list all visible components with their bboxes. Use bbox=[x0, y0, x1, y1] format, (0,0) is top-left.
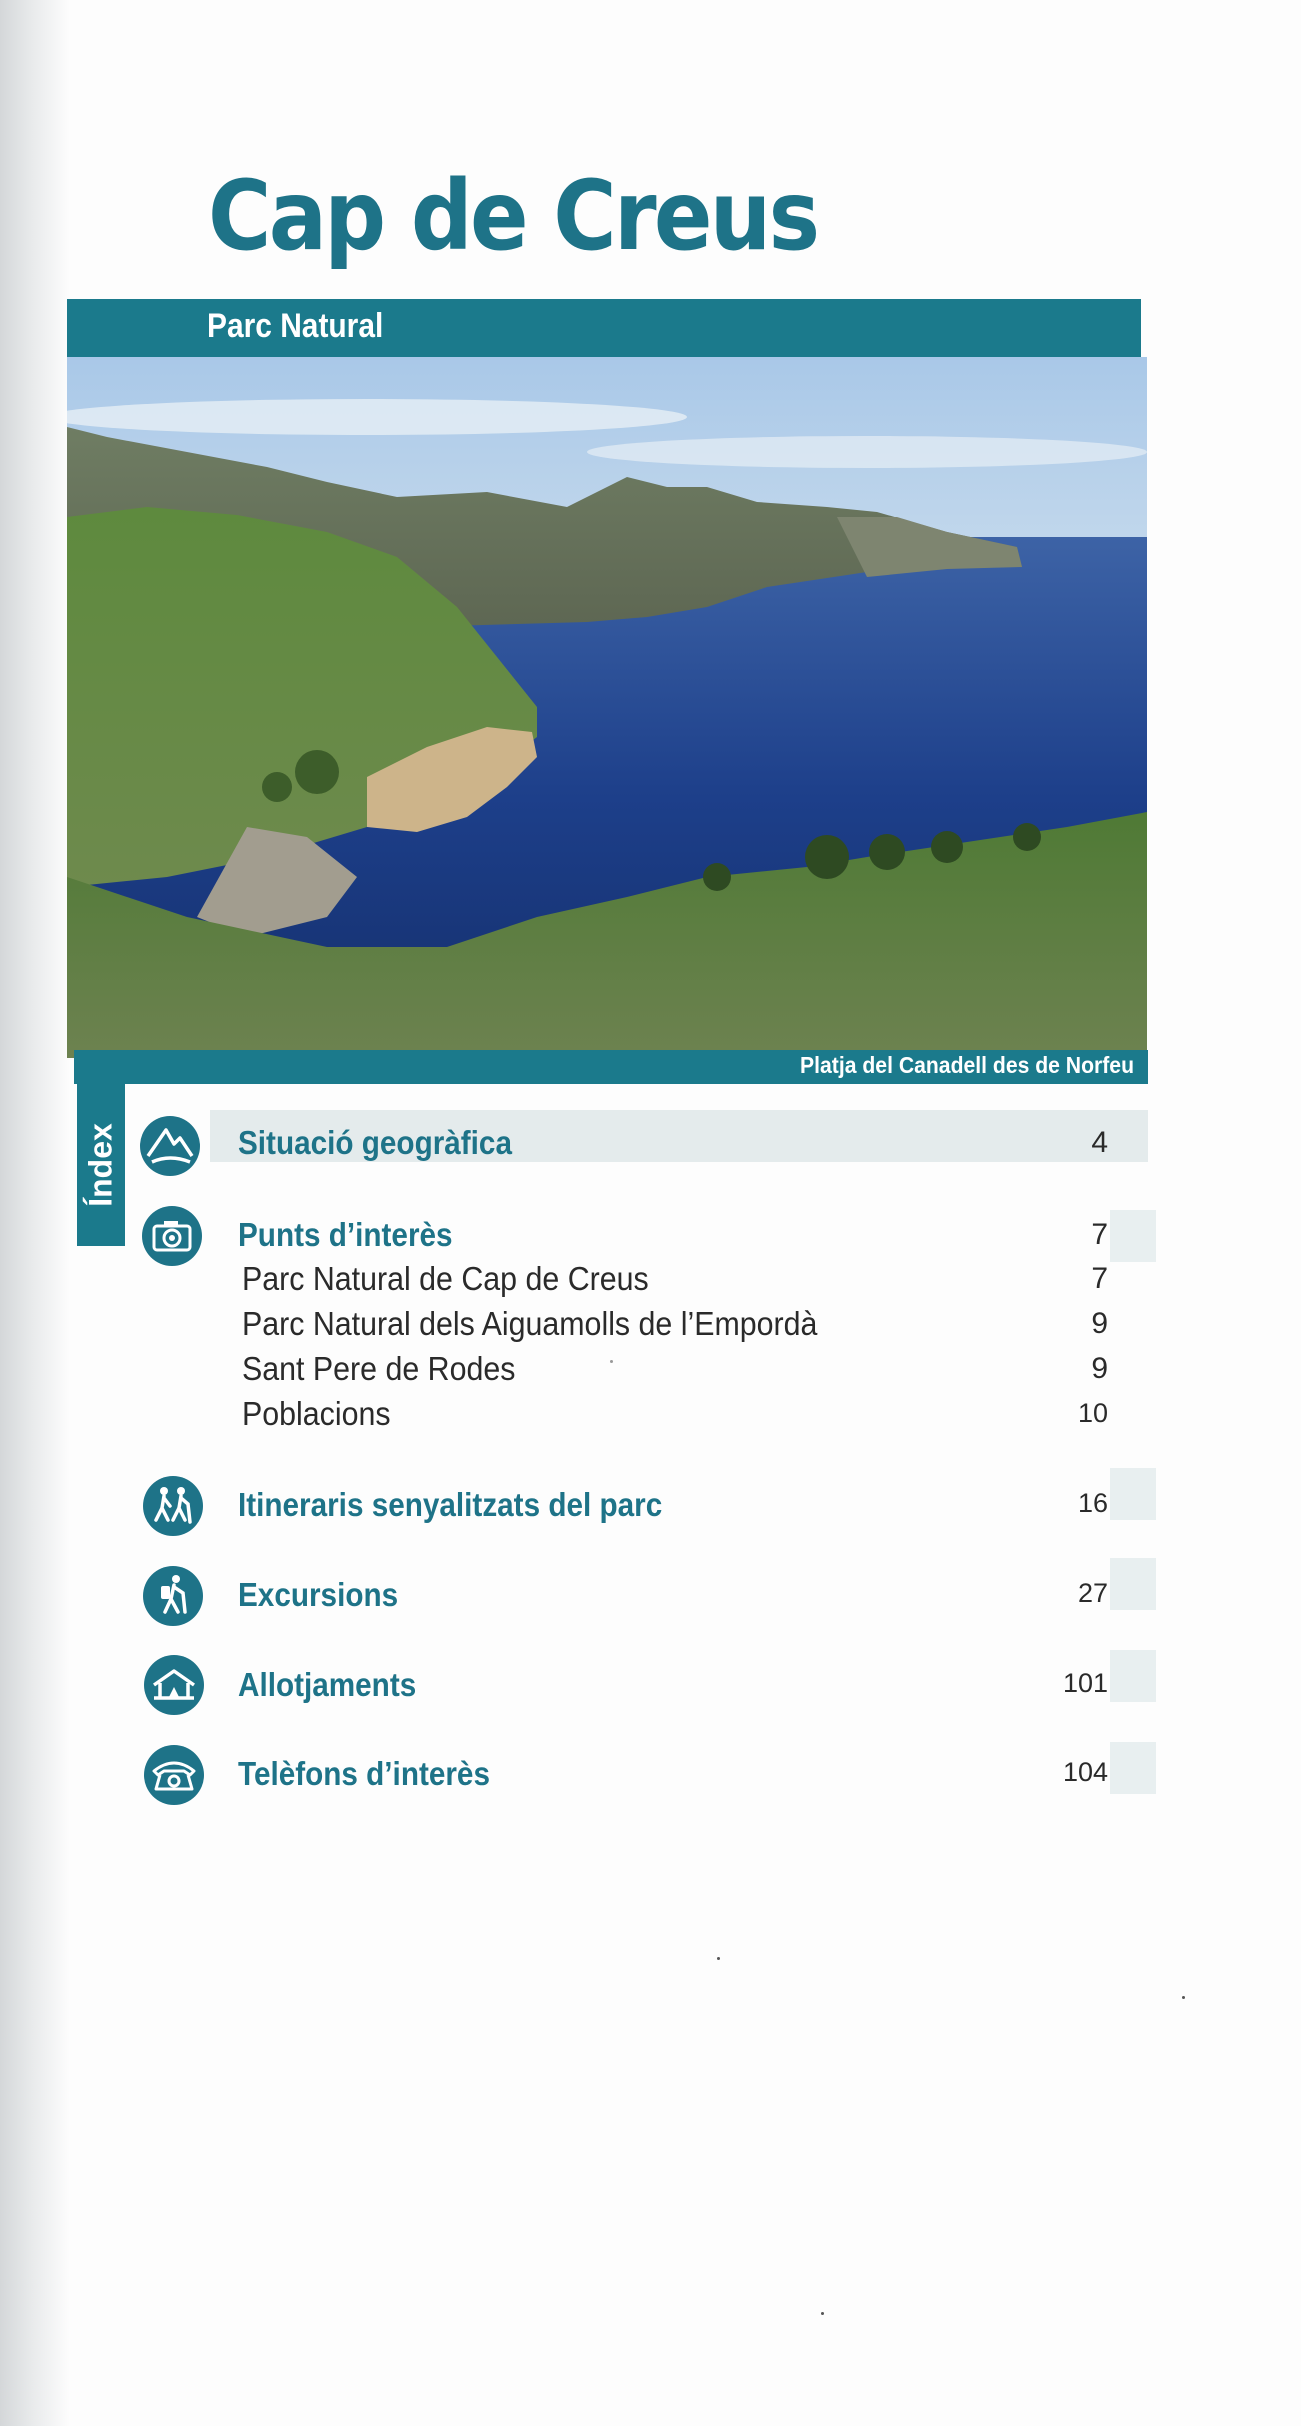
hiker-icon bbox=[143, 1566, 203, 1626]
index-tab bbox=[77, 1084, 125, 1246]
toc-subentry[interactable]: Parc Natural de Cap de Creus bbox=[242, 1260, 649, 1297]
paper-speck bbox=[1182, 1996, 1185, 1999]
paper-speck bbox=[610, 1360, 613, 1363]
toc-page: 104 bbox=[1062, 1757, 1108, 1787]
show-through-tab bbox=[1110, 1210, 1156, 1262]
toc-page: 10 bbox=[1077, 1398, 1108, 1428]
page-gutter-shadow bbox=[0, 0, 70, 2426]
index-tab-label: Índex bbox=[82, 1123, 119, 1207]
photo-caption: Platja del Canadell des de Norfeu bbox=[800, 1052, 1134, 1078]
toc-entry-excursions[interactable]: Excursions bbox=[238, 1576, 399, 1613]
toc-entry-telefons[interactable]: Telèfons d’interès bbox=[238, 1755, 490, 1792]
hikers-icon bbox=[143, 1476, 203, 1536]
toc-page: 7 bbox=[1091, 1262, 1108, 1295]
caption-band bbox=[74, 1050, 1148, 1084]
show-through-tab bbox=[1110, 1558, 1156, 1610]
table-of-contents bbox=[125, 1084, 1148, 1814]
subtitle: Parc Natural bbox=[207, 307, 384, 345]
paper-speck bbox=[821, 2312, 824, 2315]
toc-page: 9 bbox=[1091, 1352, 1108, 1385]
show-through-tab bbox=[1110, 1650, 1156, 1702]
toc-page: 101 bbox=[1062, 1668, 1108, 1698]
toc-entry-punts-interes[interactable]: Punts d’interès bbox=[238, 1216, 453, 1253]
toc-subentry[interactable]: Poblacions bbox=[242, 1395, 391, 1432]
toc-entry-allotjaments[interactable]: Allotjaments bbox=[238, 1666, 417, 1703]
cover-photo bbox=[67, 357, 1147, 1058]
toc-page: 9 bbox=[1091, 1307, 1108, 1340]
toc-entry-situacio[interactable]: Situació geogràfica bbox=[238, 1124, 512, 1161]
camera-icon bbox=[142, 1206, 202, 1266]
paper-speck bbox=[717, 1957, 720, 1960]
toc-entry-itineraris[interactable]: Itineraris senyalitzats del parc bbox=[238, 1486, 663, 1523]
toc-page: 4 bbox=[1091, 1126, 1108, 1159]
house-icon bbox=[144, 1655, 204, 1715]
phone-icon bbox=[144, 1745, 204, 1805]
toc-subentry[interactable]: Sant Pere de Rodes bbox=[242, 1350, 516, 1387]
toc-page: 27 bbox=[1077, 1578, 1108, 1608]
page-title: Cap de Creus bbox=[208, 160, 818, 272]
toc-page: 16 bbox=[1077, 1488, 1108, 1518]
show-through-tab bbox=[1110, 1742, 1156, 1794]
toc-subentry[interactable]: Parc Natural dels Aiguamolls de l’Empordà bbox=[242, 1305, 818, 1342]
mountain-icon bbox=[140, 1116, 200, 1176]
toc-page: 7 bbox=[1091, 1218, 1108, 1251]
show-through-tab bbox=[1110, 1468, 1156, 1520]
subtitle-band bbox=[67, 299, 1141, 357]
